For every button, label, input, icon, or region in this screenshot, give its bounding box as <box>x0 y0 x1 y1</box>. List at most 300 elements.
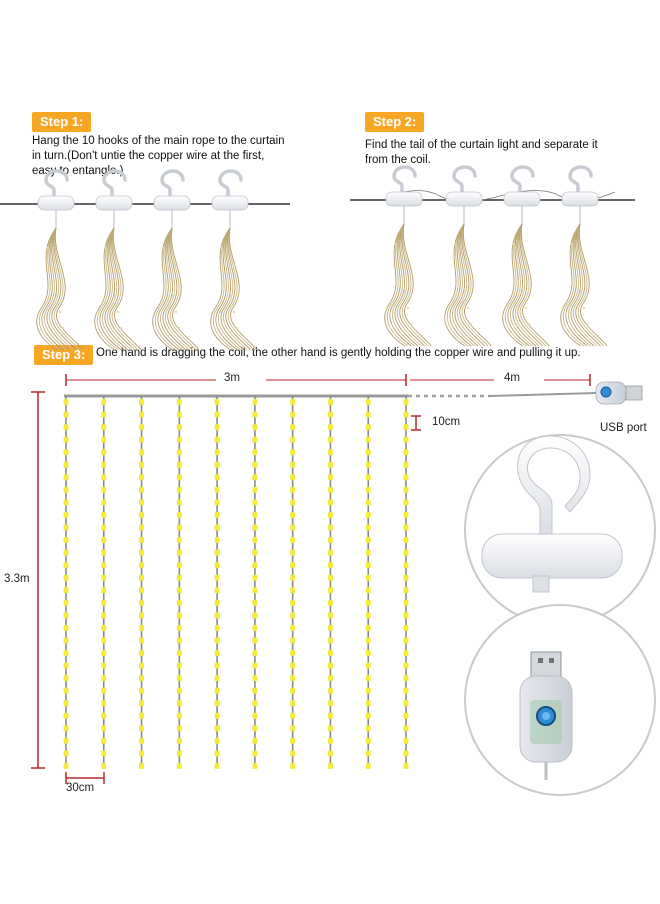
led-bulb <box>64 525 69 531</box>
led-bulb <box>366 525 371 531</box>
led-bulb <box>64 612 69 618</box>
led-bulb <box>215 462 220 468</box>
hook-with-coil <box>385 167 432 346</box>
led-bulb <box>177 537 182 543</box>
led-bulb <box>139 537 144 543</box>
coil-bulb <box>401 275 403 277</box>
led-bulb <box>290 499 295 505</box>
led-bulb <box>252 449 257 455</box>
led-bulb <box>64 424 69 430</box>
led-bulb <box>290 688 295 694</box>
led-bulb <box>252 562 257 568</box>
led-bulb <box>177 725 182 731</box>
coil-strand <box>579 224 607 346</box>
led-bulb <box>101 525 106 531</box>
led-bulb <box>290 612 295 618</box>
led-bulb <box>64 512 69 518</box>
led-bulb <box>215 550 220 556</box>
copper-coil <box>385 224 432 346</box>
led-bulb <box>290 449 295 455</box>
led-bulb <box>101 512 106 518</box>
led-bulb <box>328 625 333 631</box>
led-bulb <box>215 424 220 430</box>
led-bulb <box>215 575 220 581</box>
coil-bulb <box>108 263 110 265</box>
led-bulb <box>252 637 257 643</box>
coil-bulb <box>571 243 573 245</box>
led-bulb <box>101 550 106 556</box>
coil-strand <box>113 228 141 350</box>
led-bulb <box>139 462 144 468</box>
led-bulb <box>101 462 106 468</box>
led-bulb <box>139 625 144 631</box>
coil-strand <box>578 224 604 346</box>
led-bulb <box>215 562 220 568</box>
led-bulb <box>252 550 257 556</box>
copper-coil <box>95 228 142 350</box>
led-bulb <box>101 437 106 443</box>
led-bulb <box>177 562 182 568</box>
led-bulb <box>177 600 182 606</box>
led-bulb <box>139 575 144 581</box>
led-bulb <box>139 700 144 706</box>
coil-bulb <box>395 243 397 245</box>
hook-body <box>446 192 482 206</box>
light-strand <box>404 396 409 769</box>
led-bulb <box>328 499 333 505</box>
led-bulb <box>252 525 257 531</box>
led-bulb <box>215 738 220 744</box>
light-strand <box>290 396 295 769</box>
led-bulb <box>215 412 220 418</box>
led-bulb <box>328 525 333 531</box>
led-bulb <box>404 562 409 568</box>
led-bulb <box>404 437 409 443</box>
coil-strand <box>170 228 196 350</box>
led-bulb <box>139 713 144 719</box>
step2-badge: Step 2: <box>365 112 424 132</box>
led-bulb <box>290 412 295 418</box>
lead-wire <box>490 393 596 396</box>
coil-bulb <box>230 295 232 297</box>
led-bulb <box>328 725 333 731</box>
led-bulb <box>404 487 409 493</box>
coil-bulb <box>105 247 107 249</box>
led-bulb <box>366 562 371 568</box>
coil-bulb <box>117 311 119 313</box>
led-bulb <box>290 625 295 631</box>
led-bulb <box>328 550 333 556</box>
led-bulb <box>290 537 295 543</box>
coil-bulb <box>525 307 527 309</box>
led-bulb <box>252 487 257 493</box>
led-bulb <box>252 688 257 694</box>
led-bulb <box>252 675 257 681</box>
led-bulb <box>404 587 409 593</box>
led-bulb <box>328 587 333 593</box>
led-bulb <box>328 663 333 669</box>
led-bulb <box>64 625 69 631</box>
copper-coil <box>37 228 84 350</box>
coil-bulb <box>50 263 52 265</box>
led-bulb <box>101 675 106 681</box>
coil-bulb <box>59 311 61 313</box>
led-bulb <box>404 525 409 531</box>
led-bulb <box>328 637 333 643</box>
led-bulb <box>139 612 144 618</box>
led-bulb <box>64 550 69 556</box>
led-bulb <box>64 562 69 568</box>
led-bulb <box>101 562 106 568</box>
led-bulb <box>404 575 409 581</box>
coil-bulb <box>461 275 463 277</box>
led-bulb <box>139 600 144 606</box>
led-bulb <box>366 537 371 543</box>
led-bulb <box>64 738 69 744</box>
led-bulb <box>290 713 295 719</box>
led-bulb <box>139 449 144 455</box>
led-bulb <box>404 399 409 405</box>
led-bulb <box>290 700 295 706</box>
led-bulb <box>290 675 295 681</box>
coil-bulb <box>464 291 466 293</box>
led-bulb <box>290 738 295 744</box>
led-bulb <box>139 688 144 694</box>
bulb-spacing-label: 10cm <box>432 416 461 428</box>
led-bulb <box>366 713 371 719</box>
led-bulb <box>290 462 295 468</box>
led-bulb <box>366 575 371 581</box>
string-spacing-label: 30cm <box>66 782 95 794</box>
led-bulb <box>328 700 333 706</box>
lead-dimension-label: 4m <box>504 372 520 384</box>
coil-strand <box>112 228 138 350</box>
led-bulb <box>101 612 106 618</box>
hook-with-coil <box>37 171 84 350</box>
step2-illustration <box>350 167 635 346</box>
light-strand <box>64 396 69 769</box>
coil-strand <box>55 228 83 350</box>
coil-bulb <box>407 307 409 309</box>
led-bulb <box>328 600 333 606</box>
led-bulb <box>366 637 371 643</box>
led-bulb <box>101 487 106 493</box>
led-bulb <box>215 587 220 593</box>
coil-bulb <box>221 247 223 249</box>
led-bulb <box>101 412 106 418</box>
led-bulb <box>64 675 69 681</box>
led-bulb <box>64 663 69 669</box>
step3-badge: Step 3: <box>34 345 93 365</box>
led-bulb <box>252 575 257 581</box>
coil-bulb <box>53 279 55 281</box>
led-bulb <box>252 725 257 731</box>
led-bulb <box>366 499 371 505</box>
led-bulb <box>290 487 295 493</box>
coil-bulb <box>175 311 177 313</box>
hook-closeup-body <box>482 534 622 578</box>
led-bulb <box>64 399 69 405</box>
led-bulb <box>366 412 371 418</box>
led-bulb <box>328 738 333 744</box>
led-bulb <box>328 487 333 493</box>
led-bulb <box>404 713 409 719</box>
light-strand <box>177 396 182 769</box>
coil-bulb <box>47 247 49 249</box>
led-bulb <box>215 637 220 643</box>
led-bulb <box>139 637 144 643</box>
led-bulb <box>215 663 220 669</box>
hook-body <box>212 196 248 210</box>
coil-bulb <box>236 327 238 329</box>
hook-icon <box>454 167 475 192</box>
led-bulb <box>177 437 182 443</box>
hook-icon <box>512 167 533 192</box>
led-bulb <box>215 399 220 405</box>
led-bulb <box>366 399 371 405</box>
led-bulb <box>252 625 257 631</box>
led-bulb <box>404 750 409 756</box>
led-bulb <box>64 437 69 443</box>
led-bulb <box>366 675 371 681</box>
coil-bulb <box>455 243 457 245</box>
coil-strand <box>462 224 488 346</box>
led-bulb <box>101 713 106 719</box>
led-bulb <box>215 763 220 769</box>
hook-body <box>96 196 132 210</box>
height-dimension-label: 3.3m <box>4 573 30 585</box>
led-bulb <box>404 612 409 618</box>
led-bulb <box>139 587 144 593</box>
led-bulb <box>328 462 333 468</box>
led-bulb <box>328 537 333 543</box>
led-bulb <box>404 449 409 455</box>
coil-bulb <box>513 243 515 245</box>
led-bulb <box>290 512 295 518</box>
led-bulb <box>64 462 69 468</box>
led-bulb <box>101 637 106 643</box>
coil-bulb <box>586 323 588 325</box>
led-bulb <box>139 512 144 518</box>
led-bulb <box>328 763 333 769</box>
led-bulb <box>252 738 257 744</box>
hook-body <box>38 196 74 210</box>
coil-bulb <box>120 327 122 329</box>
coil-strand <box>403 224 431 346</box>
led-bulb <box>252 399 257 405</box>
hook-with-coil <box>561 167 608 346</box>
led-bulb <box>252 763 257 769</box>
led-bulb <box>64 600 69 606</box>
coil-bulb <box>114 295 116 297</box>
copper-coil <box>503 224 550 346</box>
led-bulb <box>366 612 371 618</box>
led-bulb <box>252 512 257 518</box>
led-bulb <box>252 437 257 443</box>
led-bulb <box>215 650 220 656</box>
usb-closeup <box>465 605 655 795</box>
led-bulb <box>404 412 409 418</box>
hook-with-coil <box>95 171 142 350</box>
led-bulb <box>139 487 144 493</box>
led-bulb <box>404 462 409 468</box>
coil-strand <box>520 224 546 346</box>
led-bulb <box>139 525 144 531</box>
led-bulb <box>290 763 295 769</box>
step1-text-line: Hang the 10 hooks of the main rope to the curtain <box>32 135 285 147</box>
usb-port-label: USB port <box>600 422 647 434</box>
led-bulb <box>366 587 371 593</box>
coil-strand <box>171 228 199 350</box>
led-bulb <box>290 437 295 443</box>
led-bulb <box>252 750 257 756</box>
led-bulb <box>290 725 295 731</box>
led-bulb <box>101 725 106 731</box>
led-bulb <box>366 750 371 756</box>
led-bulb <box>101 587 106 593</box>
led-bulb <box>252 600 257 606</box>
led-bulb <box>177 474 182 480</box>
led-bulb <box>328 412 333 418</box>
coil-bulb <box>577 275 579 277</box>
led-bulb <box>139 562 144 568</box>
led-bulb <box>64 449 69 455</box>
led-bulb <box>139 499 144 505</box>
usb-plug-small <box>596 382 642 404</box>
led-bulb <box>366 550 371 556</box>
coil-strand <box>228 228 254 350</box>
led-bulb <box>366 449 371 455</box>
led-bulb <box>215 725 220 731</box>
led-bulb <box>139 550 144 556</box>
led-bulb <box>252 587 257 593</box>
led-bulb <box>101 600 106 606</box>
led-bulb <box>215 700 220 706</box>
led-bulb <box>404 537 409 543</box>
led-bulb <box>290 399 295 405</box>
hook-body <box>386 192 422 206</box>
coil-bulb <box>233 311 235 313</box>
led-bulb <box>328 713 333 719</box>
hook-icon <box>394 167 415 192</box>
led-bulb <box>215 525 220 531</box>
led-bulb <box>252 462 257 468</box>
led-bulb <box>177 487 182 493</box>
step1-illustration <box>0 171 290 350</box>
led-bulb <box>252 650 257 656</box>
led-bulb <box>215 437 220 443</box>
led-bulb <box>328 575 333 581</box>
led-bulb <box>215 612 220 618</box>
led-bulb <box>139 750 144 756</box>
led-bulb <box>177 587 182 593</box>
led-bulb <box>366 625 371 631</box>
led-bulb <box>101 650 106 656</box>
hook-icon <box>104 171 125 196</box>
led-bulb <box>404 512 409 518</box>
led-bulb <box>64 587 69 593</box>
led-bulb <box>404 550 409 556</box>
led-bulb <box>404 675 409 681</box>
coil-strand <box>402 224 428 346</box>
led-bulb <box>404 738 409 744</box>
led-bulb <box>177 424 182 430</box>
led-bulb <box>177 525 182 531</box>
coil-bulb <box>398 259 400 261</box>
led-bulb <box>177 575 182 581</box>
led-bulb <box>101 474 106 480</box>
coil-bulb <box>574 259 576 261</box>
led-bulb <box>177 763 182 769</box>
led-bulb <box>177 462 182 468</box>
led-bulb <box>404 424 409 430</box>
led-bulb <box>139 424 144 430</box>
led-bulb <box>252 474 257 480</box>
coil-bulb <box>583 307 585 309</box>
led-bulb <box>252 537 257 543</box>
coil-bulb <box>166 263 168 265</box>
coil-strand <box>463 224 491 346</box>
led-bulb <box>101 700 106 706</box>
led-bulb <box>64 499 69 505</box>
coil-strand <box>521 224 549 346</box>
led-bulb <box>64 474 69 480</box>
hook-body <box>504 192 540 206</box>
led-bulb <box>64 575 69 581</box>
led-bulb <box>404 637 409 643</box>
coil-bulb <box>172 295 174 297</box>
led-bulb <box>139 738 144 744</box>
led-bulb <box>177 738 182 744</box>
led-bulb <box>101 663 106 669</box>
step3-text: One hand is dragging the coil, the other hand is gently holding the copper wire and pulling it up. <box>96 347 581 359</box>
led-bulb <box>366 738 371 744</box>
led-bulb <box>101 537 106 543</box>
led-bulb <box>290 474 295 480</box>
led-bulb <box>290 750 295 756</box>
led-bulb <box>404 650 409 656</box>
led-bulb <box>64 637 69 643</box>
led-bulb <box>366 600 371 606</box>
led-bulb <box>366 663 371 669</box>
led-bulb <box>215 675 220 681</box>
led-bulb <box>366 688 371 694</box>
light-strand <box>101 396 106 769</box>
led-bulb <box>177 700 182 706</box>
led-bulb <box>215 600 220 606</box>
coil-bulb <box>467 307 469 309</box>
coil-bulb <box>410 323 412 325</box>
led-bulb <box>290 424 295 430</box>
led-bulb <box>290 562 295 568</box>
led-bulb <box>177 399 182 405</box>
led-bulb <box>404 499 409 505</box>
hook-icon <box>220 171 241 196</box>
led-bulb <box>139 650 144 656</box>
coil-bulb <box>458 259 460 261</box>
led-bulb <box>139 763 144 769</box>
coil-bulb <box>163 247 165 249</box>
led-bulb <box>64 537 69 543</box>
led-bulb <box>101 499 106 505</box>
led-bulb <box>328 399 333 405</box>
light-strand <box>215 396 220 769</box>
led-bulb <box>290 637 295 643</box>
led-bulb <box>290 663 295 669</box>
coil-bulb <box>62 327 64 329</box>
coil-bulb <box>111 279 113 281</box>
led-bulb <box>215 512 220 518</box>
